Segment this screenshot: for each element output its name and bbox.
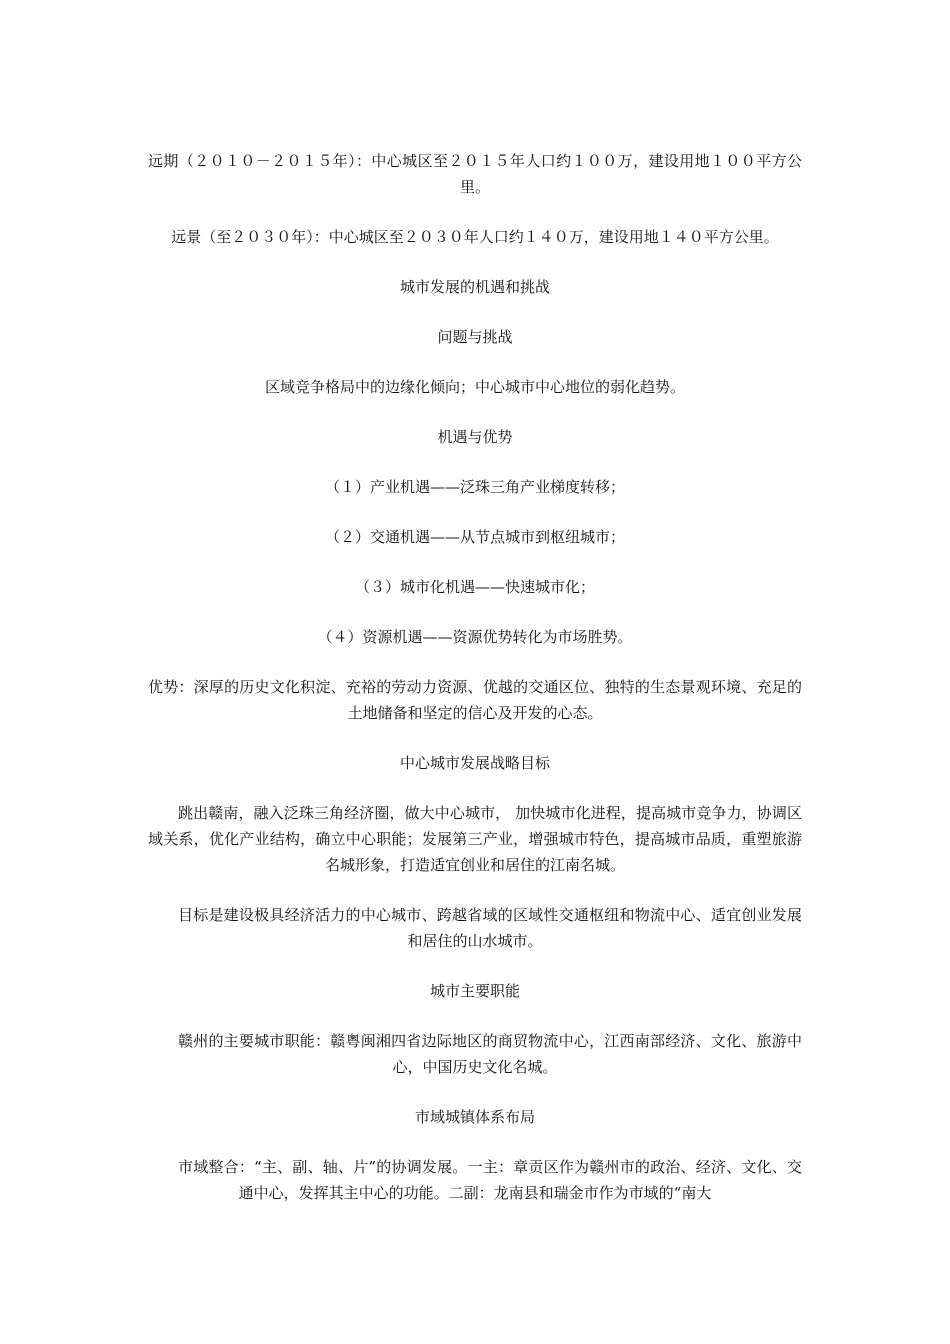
opportunity-item: （２）交通机遇——从节点城市到枢纽城市； bbox=[324, 528, 625, 546]
paragraph-goal: 目标是建设极具经济活力的中心城市、跨越省域的区域性交通枢纽和物流中心、适宜创业发展和居住的山水城市。 bbox=[178, 906, 802, 950]
section-title-strategy: 中心城市发展战略目标 bbox=[399, 754, 550, 772]
paragraph-advantages: 优势：深厚的历史文化积淀、充裕的劳动力资源、优越的交通区位、独特的生态景观环境、充足的土地储备和坚定的信心及开发的心态。 bbox=[148, 678, 802, 722]
opportunity-item: （３）城市化机遇——快速城市化； bbox=[354, 578, 595, 596]
paragraph-vision: 远景（至２０３０年）：中心城区至２０３０年人口约１４０万，建设用地１４０平方公里。 bbox=[171, 228, 779, 246]
subtitle-opportunities: 机遇与优势 bbox=[437, 428, 513, 446]
opportunity-item: （１）产业机遇——泛珠三角产业梯度转移； bbox=[324, 478, 625, 496]
subtitle-problems: 问题与挑战 bbox=[437, 328, 513, 346]
opportunity-item: （４）资源机遇——资源优势转化为市场胜势。 bbox=[317, 628, 633, 646]
paragraph-problems: 区域竞争格局中的边缘化倾向；中心城市中心地位的弱化趋势。 bbox=[264, 378, 685, 396]
paragraph-town-system: 市域整合：“主、副、轴、片”的协调发展。一主：章贡区作为赣州市的政治、经济、文化、交通中心，发挥其主中心的功能。二副：龙南县和瑞金市作为市域的“南大 bbox=[178, 1158, 802, 1202]
section-title-opportunities-challenges: 城市发展的机遇和挑战 bbox=[399, 278, 550, 296]
paragraph-functions: 赣州的主要城市职能：赣粤闽湘四省边际地区的商贸物流中心，江西南部经济、文化、旅游中心，中国历史文化名城。 bbox=[178, 1032, 802, 1076]
document-body bbox=[148, 148, 802, 1230]
section-title-functions: 城市主要职能 bbox=[429, 982, 520, 1000]
paragraph-long-term: 远期（２０１０－２０１５年）：中心城区至２０１５年人口约１００万，建设用地１００平方公里。 bbox=[148, 152, 802, 196]
paragraph-strategy: 跳出赣南，融入泛珠三角经济圈，做大中心城市， 加快城市化进程，提高城市竞争力，协调区域关系，优化产业结构，确立中心职能；发展第三产业，增强城市特色，提高城市品质，重塑旅游名城形象，打造适宜创业和居住的江南名城。 bbox=[148, 804, 802, 874]
section-title-town-system: 市域城镇体系布局 bbox=[414, 1108, 535, 1126]
